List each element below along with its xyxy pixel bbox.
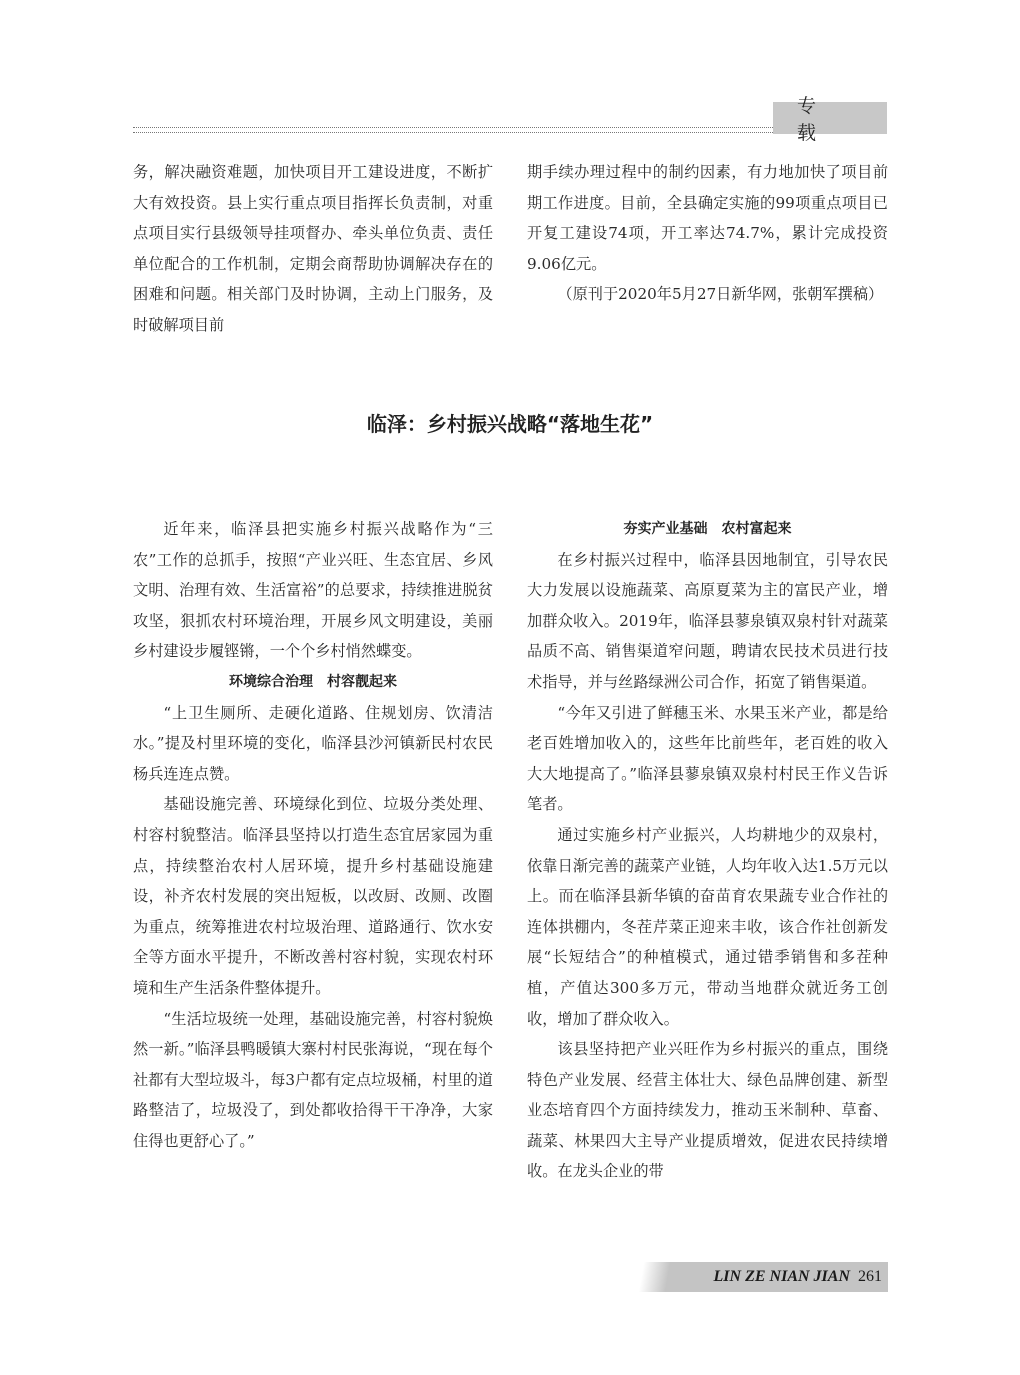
page-number: 261 (858, 1268, 882, 1285)
article-left-column (133, 514, 493, 1156)
section-subheading: 环境综合治理 村容靓起来 (229, 673, 397, 690)
top-left-column (133, 157, 493, 341)
body-paragraph: 期手续办理过程中的制约因素，有力地加快了项目前期工作进度。目前，全县确定实施的99项重点项目已开复工建设74项，开工率达74.7%，累计完成投资9.06亿元。 (527, 163, 888, 273)
body-paragraph: 务，解决融资难题，加快项目开工建设进度，不断扩大有效投资。县上实行重点项目指挥长负责制，对重点项目实行县级领导挂项督办、牵头单位负责、责任单位配合的工作机制，定期会商帮助协调解决存在的困难和问题。相关部门及时协调，主动上门服务，及时破解项目前 (133, 163, 493, 334)
header-divider (133, 127, 773, 133)
body-paragraph: 基础设施完善、环境绿化到位、垃圾分类处理、村容村貌整洁。临泽县坚持以打造生态宜居家园为重点，持续整治农村人居环境，提升乡村基础设施建设，补齐农村发展的突出短板，以改厨、改厕、改圈为重点，统筹推进农村垃圾治理、道路通行、饮水安全等方面水平提升，不断改善村容村貌，实现农村环境和生产生活条件整体提升。 (133, 795, 493, 997)
body-paragraph: 通过实施乡村产业振兴，人均耕地少的双泉村，依靠日渐完善的蔬菜产业链，人均年收入达1.5万元以上。而在临泽县新华镇的奋苗育农果蔬专业合作社的连体拱棚内，冬茬芹菜正迎来丰收，该合作社创新发展“长短结合”的种植模式，通过错季销售和多茬种植，产值达300多万元，带动当地群众就近务工创收，增加了群众收入。 (527, 825, 888, 1028)
article-title: 临泽：乡村振兴战略“落地生花” (366, 412, 654, 436)
journal-name: LIN ZE NIAN JIAN (713, 1268, 850, 1285)
body-paragraph: “上卫生厕所、走硬化道路、住规划房、饮清洁水。”提及村里环境的变化，临泽县沙河镇新民村农民杨兵连连点赞。 (133, 703, 493, 783)
intro-paragraph: 近年来，临泽县把实施乡村振兴战略作为“三农”工作的总抓手，按照“产业兴旺、生态宜居、乡风文明、治理有效、生活富裕”的总要求，持续推进脱贫攻坚，狠抓农村环境治理，开展乡风文明建设，美丽乡村建设步履铿锵，一个个乡村悄然蝶变。 (133, 520, 493, 661)
section-label: 专 载 (773, 102, 887, 134)
body-paragraph: “今年又引进了鲜穗玉米、水果玉米产业，都是给老百姓增加收入的，这些年比前些年，老百姓的收入大大地提高了。”临泽县蓼泉镇双泉村村民王作义告诉笔者。 (527, 703, 888, 814)
body-paragraph: “生活垃圾统一处理，基础设施完善，村容村貌焕然一新。”临泽县鸭暖镇大寨村村民张海说，“现在每个社都有大型垃圾斗，每3户都有定点垃圾桶，村里的道路整洁了，垃圾没了，到处都收拾得干干净净，大家住得也更舒心了。” (133, 1009, 493, 1150)
article-right-column (527, 514, 888, 1187)
page-footer (628, 1262, 888, 1292)
body-paragraph: 该县坚持把产业兴旺作为乡村振兴的重点，围绕特色产业发展、经营主体壮大、绿色品牌创建、新型业态培育四个方面持续发力，推动玉米制种、草畜、蔬菜、林果四大主导产业提质增效，促进农民持续增收。在龙头企业的带 (527, 1040, 888, 1181)
top-right-column (527, 157, 888, 310)
section-subheading: 夯实产业基础 农村富起来 (623, 521, 792, 537)
body-paragraph: 在乡村振兴过程中，临泽县因地制宜，引导农民大力发展以设施蔬菜、高原夏菜为主的富民产业，增加群众收入。2019年，临泽县蓼泉镇双泉村针对蔬菜品质不高、销售渠道窄问题，聘请农民技术员进行技术指导，并与丝路绿洲公司合作，拓宽了销售渠道。 (527, 550, 888, 691)
source-note: （原刊于2020年5月27日新华网，张朝军撰稿） (557, 285, 884, 304)
